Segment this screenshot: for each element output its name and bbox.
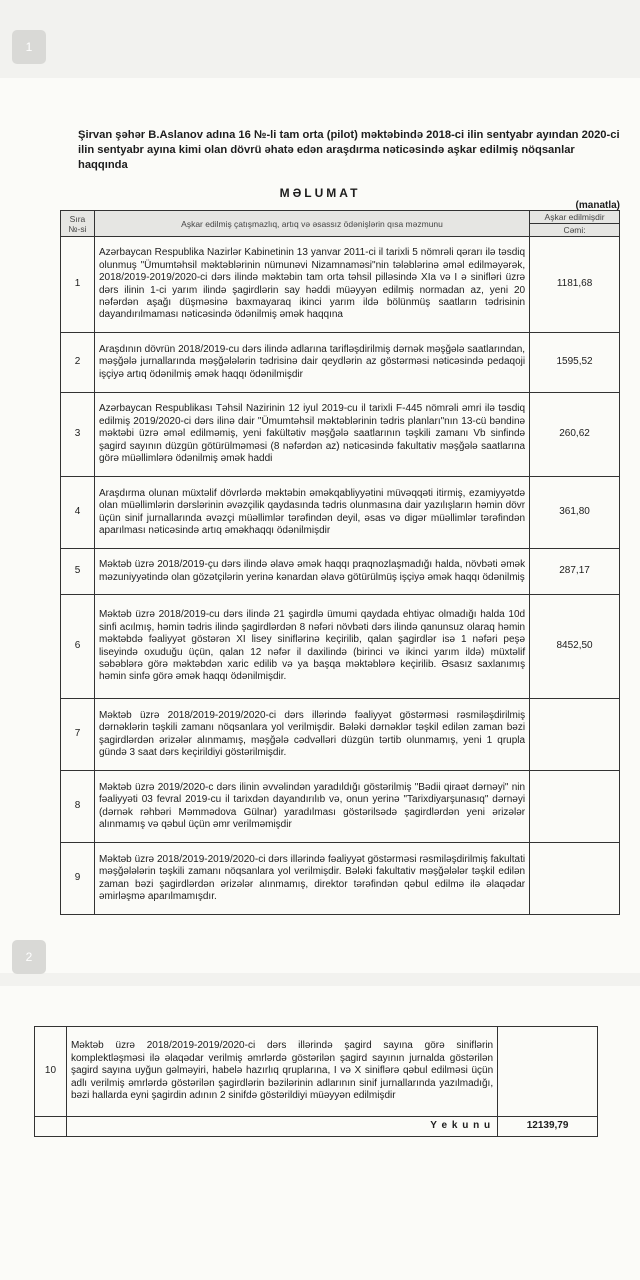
- row-number: 7: [61, 699, 95, 771]
- row-description: Azərbaycan Respublika Nazirlər Kabinetinin 13 yanvar 2011-ci il tarixli 5 nömrəli qərarı ilə təsdiq olunmuş "Ümumtəhsil məktəblərinin nümunəvi Nizamnaməsi"nin tələblərinə əməl edilməyərək, 2018/2019-2019/2020-ci dərs ilində məktəbin tam orta təhsil pilləsində XIa və I ə sinifləri üzrə dərs ilinin 1-ci yarım ilində şagirdlərin say həddi müəyyən edilmiş normadan az, yeni 20 nəfərdən aşağı düşməsinə baxmayaraq ikinci yarım ildə bölünmüş saatların tədrisinin dayandırılmaması nəticəsində ödənilmiş əmək haqqına: [94, 237, 529, 333]
- header-row-number: Sıra №-si: [61, 211, 95, 237]
- row-number: 6: [61, 595, 95, 699]
- row-amount: [498, 1027, 598, 1117]
- row-description: Məktəb üzrə 2018/2019-cu dərs ilində 21 şagirdlə ümumi qaydada ehtiyac olmadığı halda 10d sinfi acılmış, həmin tədris ilində şagirdlərdən 8 nəfəri növbəti dərs ilində qanunsuz olaraq həmin məktəbdə fəaliyyət göstərən XI lisey siniflərinə keçirilib, qalan şagirdlər isə 1 nəfəri peşə liseyində oxuduğu üçün, qalan 12 nəfər il daxilində (birinci və ikinci yarım ildə) müxtəlif səbəblərə görə məktəbdən xaric edilib və ya başqa məktəblərə keçirilib. Əsasız saxlanımış həmin sinfə görə əmək haqqı ödənilmişdir.: [94, 595, 529, 699]
- row-description: Araşdının dövrün 2018/2019-cu dərs ilində adlarına tarifləşdirilmiş dərnək məşğələ saatlarından, məşğələ jurnallarında məşğələlərin tədrisinə dair qeydlərin az göstərməsi nəticəsində pedaqoji işçiyə artıq ödənilmiş əmək haqqı ödənilmişdir: [94, 333, 529, 393]
- header-amount: Aşkar edilmişdir: [530, 211, 620, 224]
- table-row: [61, 477, 620, 549]
- row-description: Araşdırma olunan müxtəlif dövrlərdə məktəbin əməkqabliyyətini müvəqqəti itirmiş, ezamiyyətdə olan müəllimlərin dərslərinin əvəzçilik qaydasında tədris olunmasına dair yazılışların həmin dövr üçün sinif jurnallarında əvəzçi müəllimlər tərəfindən deyil, əsas və digər müəllimlər tərəfindən aparılması nəticəsində artıq əməkhaqqı ödənilmişdir: [94, 477, 529, 549]
- row-description: Məktəb üzrə 2018/2019-2019/2020-ci dərs illərində fəaliyyət göstərməsi rəsmiləşdirilmiş dərnəklərin təşkili zamanı nöqsanlara yol verilmişdir. Bələki dərnəklər təşkil edilən zaman bəzi şagirdlərdən ərizələr alınmamış, məşğələ cədvəlləri düzgün tərtib olunmamış, yeni 1 qrupla gündə 3 saat dərs keçirildiyi göstərilmişdir.: [94, 699, 529, 771]
- table-row: [61, 549, 620, 595]
- table-row: [61, 237, 620, 333]
- row-number: 5: [61, 549, 95, 595]
- document-header: Şirvan şəhər B.Aslanov adına 16 №-li tam orta (pilot) məktəbində 2018-ci ilin sentyabr ayından 2020-ci ilin sentyabr ayına kimi olan dövrü əhatə edən araşdırma nəticəsində aşkar edilmiş nöqsanlar haqqında: [78, 129, 620, 171]
- table-row: [61, 333, 620, 393]
- row-amount: [530, 699, 620, 771]
- row-amount: 361,80: [530, 477, 620, 549]
- row-amount: 287,17: [530, 549, 620, 595]
- row-description: Məktəb üzrə 2018/2019-2019/2020-ci dərs illərində şagird sayına görə siniflərin komplektləşməsi ilə əlaqədar verilmiş əmrlərdə göstərilən şagird sayının jurnalda göstərilən şagird sayına uyğun gəlməyiri, habelə hazırlıq qruplarına, I və X siniflərə qəbul edilməsi üçün adlı verilmiş əmrlərdə göstərilən şagirdlərin bəzilərinin adlarının sinif jurnallarında yazılmadığı, bəzi hallarda eyni şagirdin adının 2 sinifdə göstərildiyi müəyyən edilmişdir: [66, 1027, 497, 1117]
- row-number: 4: [61, 477, 95, 549]
- table-row: [61, 843, 620, 915]
- row-amount: [530, 771, 620, 843]
- row-description: Azərbaycan Respublikası Təhsil Nazirinin 12 iyul 2019-cu il tarixli F-445 nömrəli əmri ilə təsdiq edilmiş 2019/2020-ci dərs ilinə dair "Ümumtəhsil məktəblərinin tədris planları"nın 13-cü bəndinə məktəbi üzrə əməl edilməmiş, yeni fakültətiv məşğələ saatlarının təşkili zamanı Vb sinfində şagird sayının düzgün götürülməməsi (8 nəfərdən az) nəticəsində fakultativ məşğələ saatlarına görə müəllimlərə ödənilmiş əmək haddi: [94, 393, 529, 477]
- row-amount: 1181,68: [530, 237, 620, 333]
- row-number: 10: [35, 1027, 67, 1117]
- row-description: Məktəb üzrə 2018/2019-2019/2020-ci dərs illərində fəaliyyət göstərməsi rəsmiləşdirilmiş fakultati məşğələlərin təşkili zamanı nöqsanlara yol verilmişdir. Bələki fakultativ məşğələlər təşkil edilən zaman bəzi şagirdlərdən ərizələr alınmamış, direktor tərəfindən qəbul edilmə ilə əlaqədar əmirləşmə aparılmamışdır.: [94, 843, 529, 915]
- header-description: Aşkar edilmiş çatışmazlıq, artıq və əsassız ödənişlərin qısa məzmunu: [94, 211, 529, 237]
- table-row: [61, 771, 620, 843]
- findings-table-continued: [34, 1026, 598, 1137]
- row-amount: 8452,50: [530, 595, 620, 699]
- page-number-badge: 2: [12, 940, 46, 974]
- row-number: 3: [61, 393, 95, 477]
- row-number: 9: [61, 843, 95, 915]
- findings-table: [60, 210, 620, 915]
- table-row: [35, 1027, 598, 1117]
- row-description: Məktəb üzrə 2019/2020-c dərs ilinin əvvəlindən yaradıldığı göstərilmiş "Bədii qiraət dərnəyi" nin fəaliyyəti 03 fevral 2019-cu il tarixdən dayandırılıb və, onun yerinə "Tarixdiyarşunasıq" dərnəyi (dərnək rəhbəri Məmmədova Gülnar) yaradılması göstərilsədə şagirdlərdən yeni ərizələr alınmamış və qəbul üçün əmr verilməmişdir: [94, 771, 529, 843]
- row-amount: 1595,52: [530, 333, 620, 393]
- currency-unit-label: (manatla): [575, 200, 620, 211]
- table-row: [61, 699, 620, 771]
- total-amount: 12139,79: [498, 1117, 598, 1137]
- row-description: Məktəb üzrə 2018/2019-çu dərs ilində əlavə əmək haqqı praqnozlaşmadığı halda, növbəti əmək məzuniyyətində olan gözətçilərin yerinə kənardan əlavə götürülmüş işçiyə əmək haqqı ödənilmiş: [94, 549, 529, 595]
- table-row: [61, 393, 620, 477]
- page-number-badge: 1: [12, 30, 46, 64]
- table-row: [61, 595, 620, 699]
- header-amount-total: Cəmi:: [530, 224, 620, 237]
- row-amount: 260,62: [530, 393, 620, 477]
- row-number: 2: [61, 333, 95, 393]
- document-title: MƏLUMAT: [279, 186, 361, 200]
- total-row: [35, 1117, 598, 1137]
- row-amount: [530, 843, 620, 915]
- row-number: 8: [61, 771, 95, 843]
- total-label: Y e k u n u: [66, 1117, 497, 1137]
- row-number: 1: [61, 237, 95, 333]
